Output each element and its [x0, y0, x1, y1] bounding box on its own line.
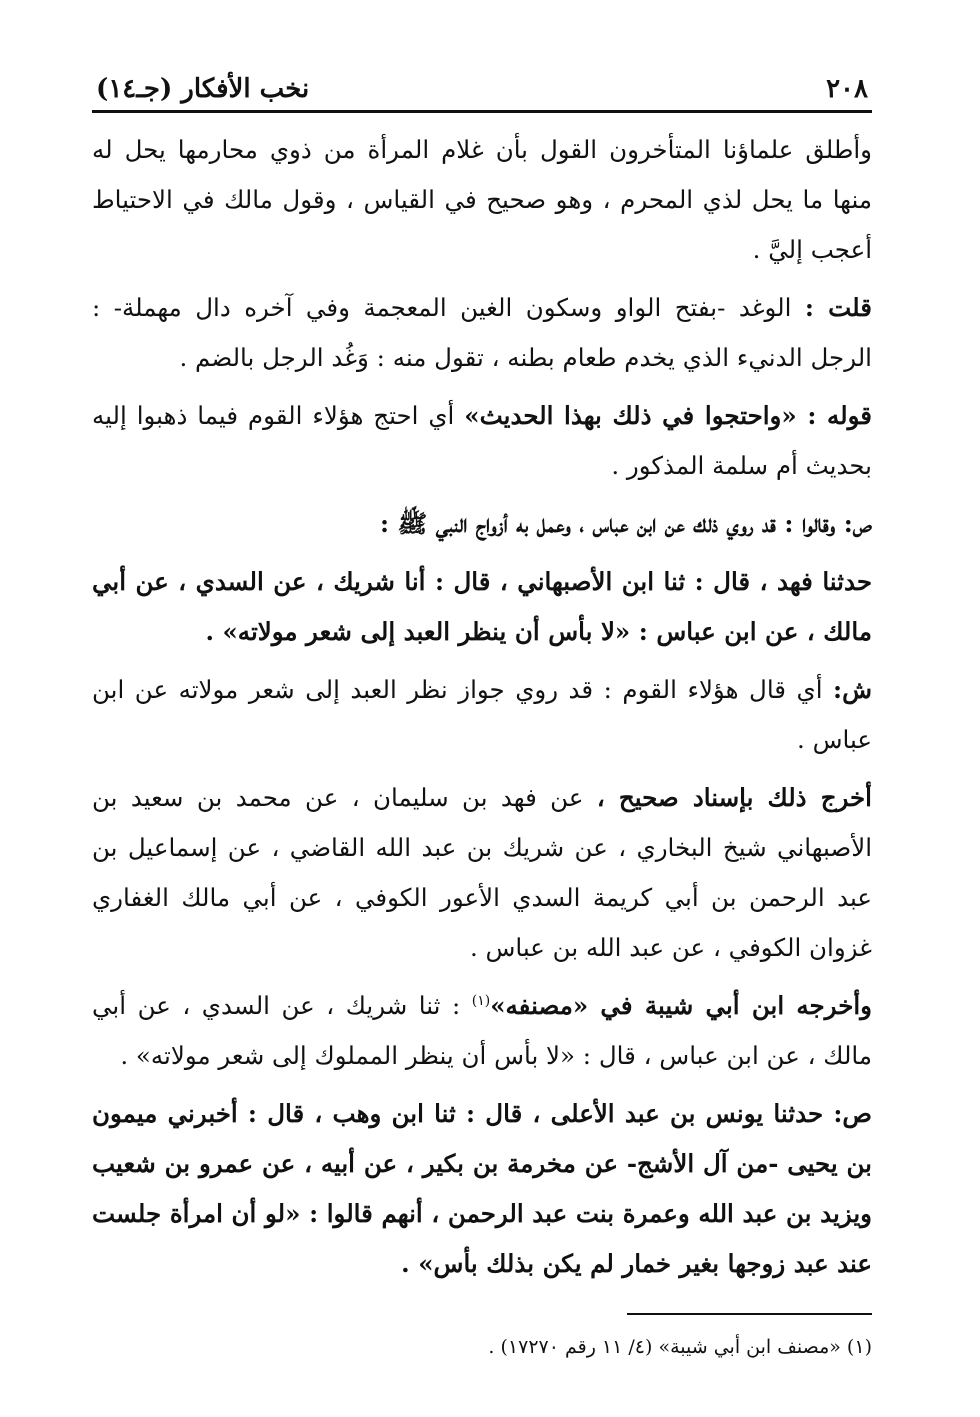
- paragraph-1: [92, 125, 872, 275]
- page-number: ٢٠٨: [826, 74, 868, 104]
- paragraph-7: [92, 773, 872, 973]
- paragraph-6: [92, 665, 872, 765]
- paragraph-5: [92, 557, 872, 657]
- paragraph-text: عن فهد بن سليمان ، عن محمد بن سعيد بن الأصبهاني شيخ البخاري ، عن شريك بن عبد الله القاضي ، عن إسماعيل بن عبد الرحمن بن أبي كريمة السدي الأعور الكوفي ، عن أبي مالك الغفاري غزوان الكوفي ، عن عبد الله بن عباس .: [92, 783, 872, 962]
- paragraph-text: : ثنا شريك ، عن السدي ، عن أبي مالك ، عن ابن عباس ، قال : «لا بأس أن ينظر المملوك إلى شعر مولاته» .: [92, 991, 872, 1070]
- footnote-rule: [627, 1313, 872, 1315]
- paragraph-text: وأطلق علماؤنا المتأخرون القول بأن غلام المرأة من ذوي محارمها يحل له منها ما يحل لذي المحرم ، وهو صحيح في القياس ، وقول مالك في الاحتياط أعجب إليَّ .: [92, 135, 872, 264]
- paragraph-text: أي قال هؤلاء القوم : قد روي جواز نظر العبد إلى شعر مولاته عن ابن عباس .: [92, 675, 872, 754]
- document-page: [92, 58, 872, 1365]
- body-text: [92, 125, 872, 1365]
- paragraph-lead: وأخرجه ابن أبي شيبة في «مصنفه»: [490, 991, 872, 1020]
- running-title: نخب الأفكار (جـ١٤): [96, 74, 310, 104]
- paragraph-lead: قوله : «واحتجوا في ذلك بهذا الحديث»: [464, 401, 872, 430]
- footnote: [92, 1329, 872, 1365]
- paragraph-text: أي احتج هؤلاء القوم فيما ذهبوا إليه بحديث أم سلمة المذكور .: [92, 401, 872, 480]
- footnote-text: (١) «مصنف ابن أبي شيبة» (٤/ ١١ رقم ١٧٢٧٠) .: [488, 1336, 872, 1358]
- paragraph-8: [92, 981, 872, 1081]
- paragraph-lead: أخرج ذلك بإسناد صحيح ،: [596, 783, 872, 812]
- paragraph-text: الوغد -بفتح الواو وسكون الغين المعجمة وفي آخره دال مهملة- : الرجل الدنيء الذي يخدم طعام بطنه ، تقول منه : وَغُد الرجل بالضم .: [92, 293, 872, 372]
- paragraph-lead: ش:: [833, 675, 872, 704]
- paragraph-2: [92, 283, 872, 383]
- paragraph-4: [92, 499, 872, 549]
- paragraph-lead: قلت :: [804, 293, 872, 322]
- paragraph-lead: ص: حدثنا يونس بن عبد الأعلى ، قال : ثنا ابن وهب ، قال : أخبرني ميمون بن يحيى -من آل الأشج- عن مخرمة بن بكير ، عن أبيه ، عن عمرو بن شعيب ويزيد بن عبد الله وعمرة بنت عبد الرحمن ، أنهم قالوا : «لو أن امرأة جلست عند عبد زوجها بغير خمار لم يكن بذلك بأس» .: [92, 1099, 872, 1278]
- paragraph-3: [92, 391, 872, 491]
- footnote-marker: (١): [471, 992, 491, 1009]
- paragraph-9: [92, 1089, 872, 1289]
- page-header: [92, 58, 872, 104]
- header-rule: [92, 110, 872, 113]
- paragraph-lead: حدثنا فهد ، قال : ثنا ابن الأصبهاني ، قال : أنا شريك ، عن السدي ، عن أبي مالك ، عن ابن عباس : «لا بأس أن ينظر العبد إلى شعر مولاته» .: [92, 567, 872, 646]
- paragraph-lead: ص: وقالوا : قد روي ذلك عن ابن عباس ، وعمل به أزواج النبي ﷺ :: [380, 509, 872, 538]
